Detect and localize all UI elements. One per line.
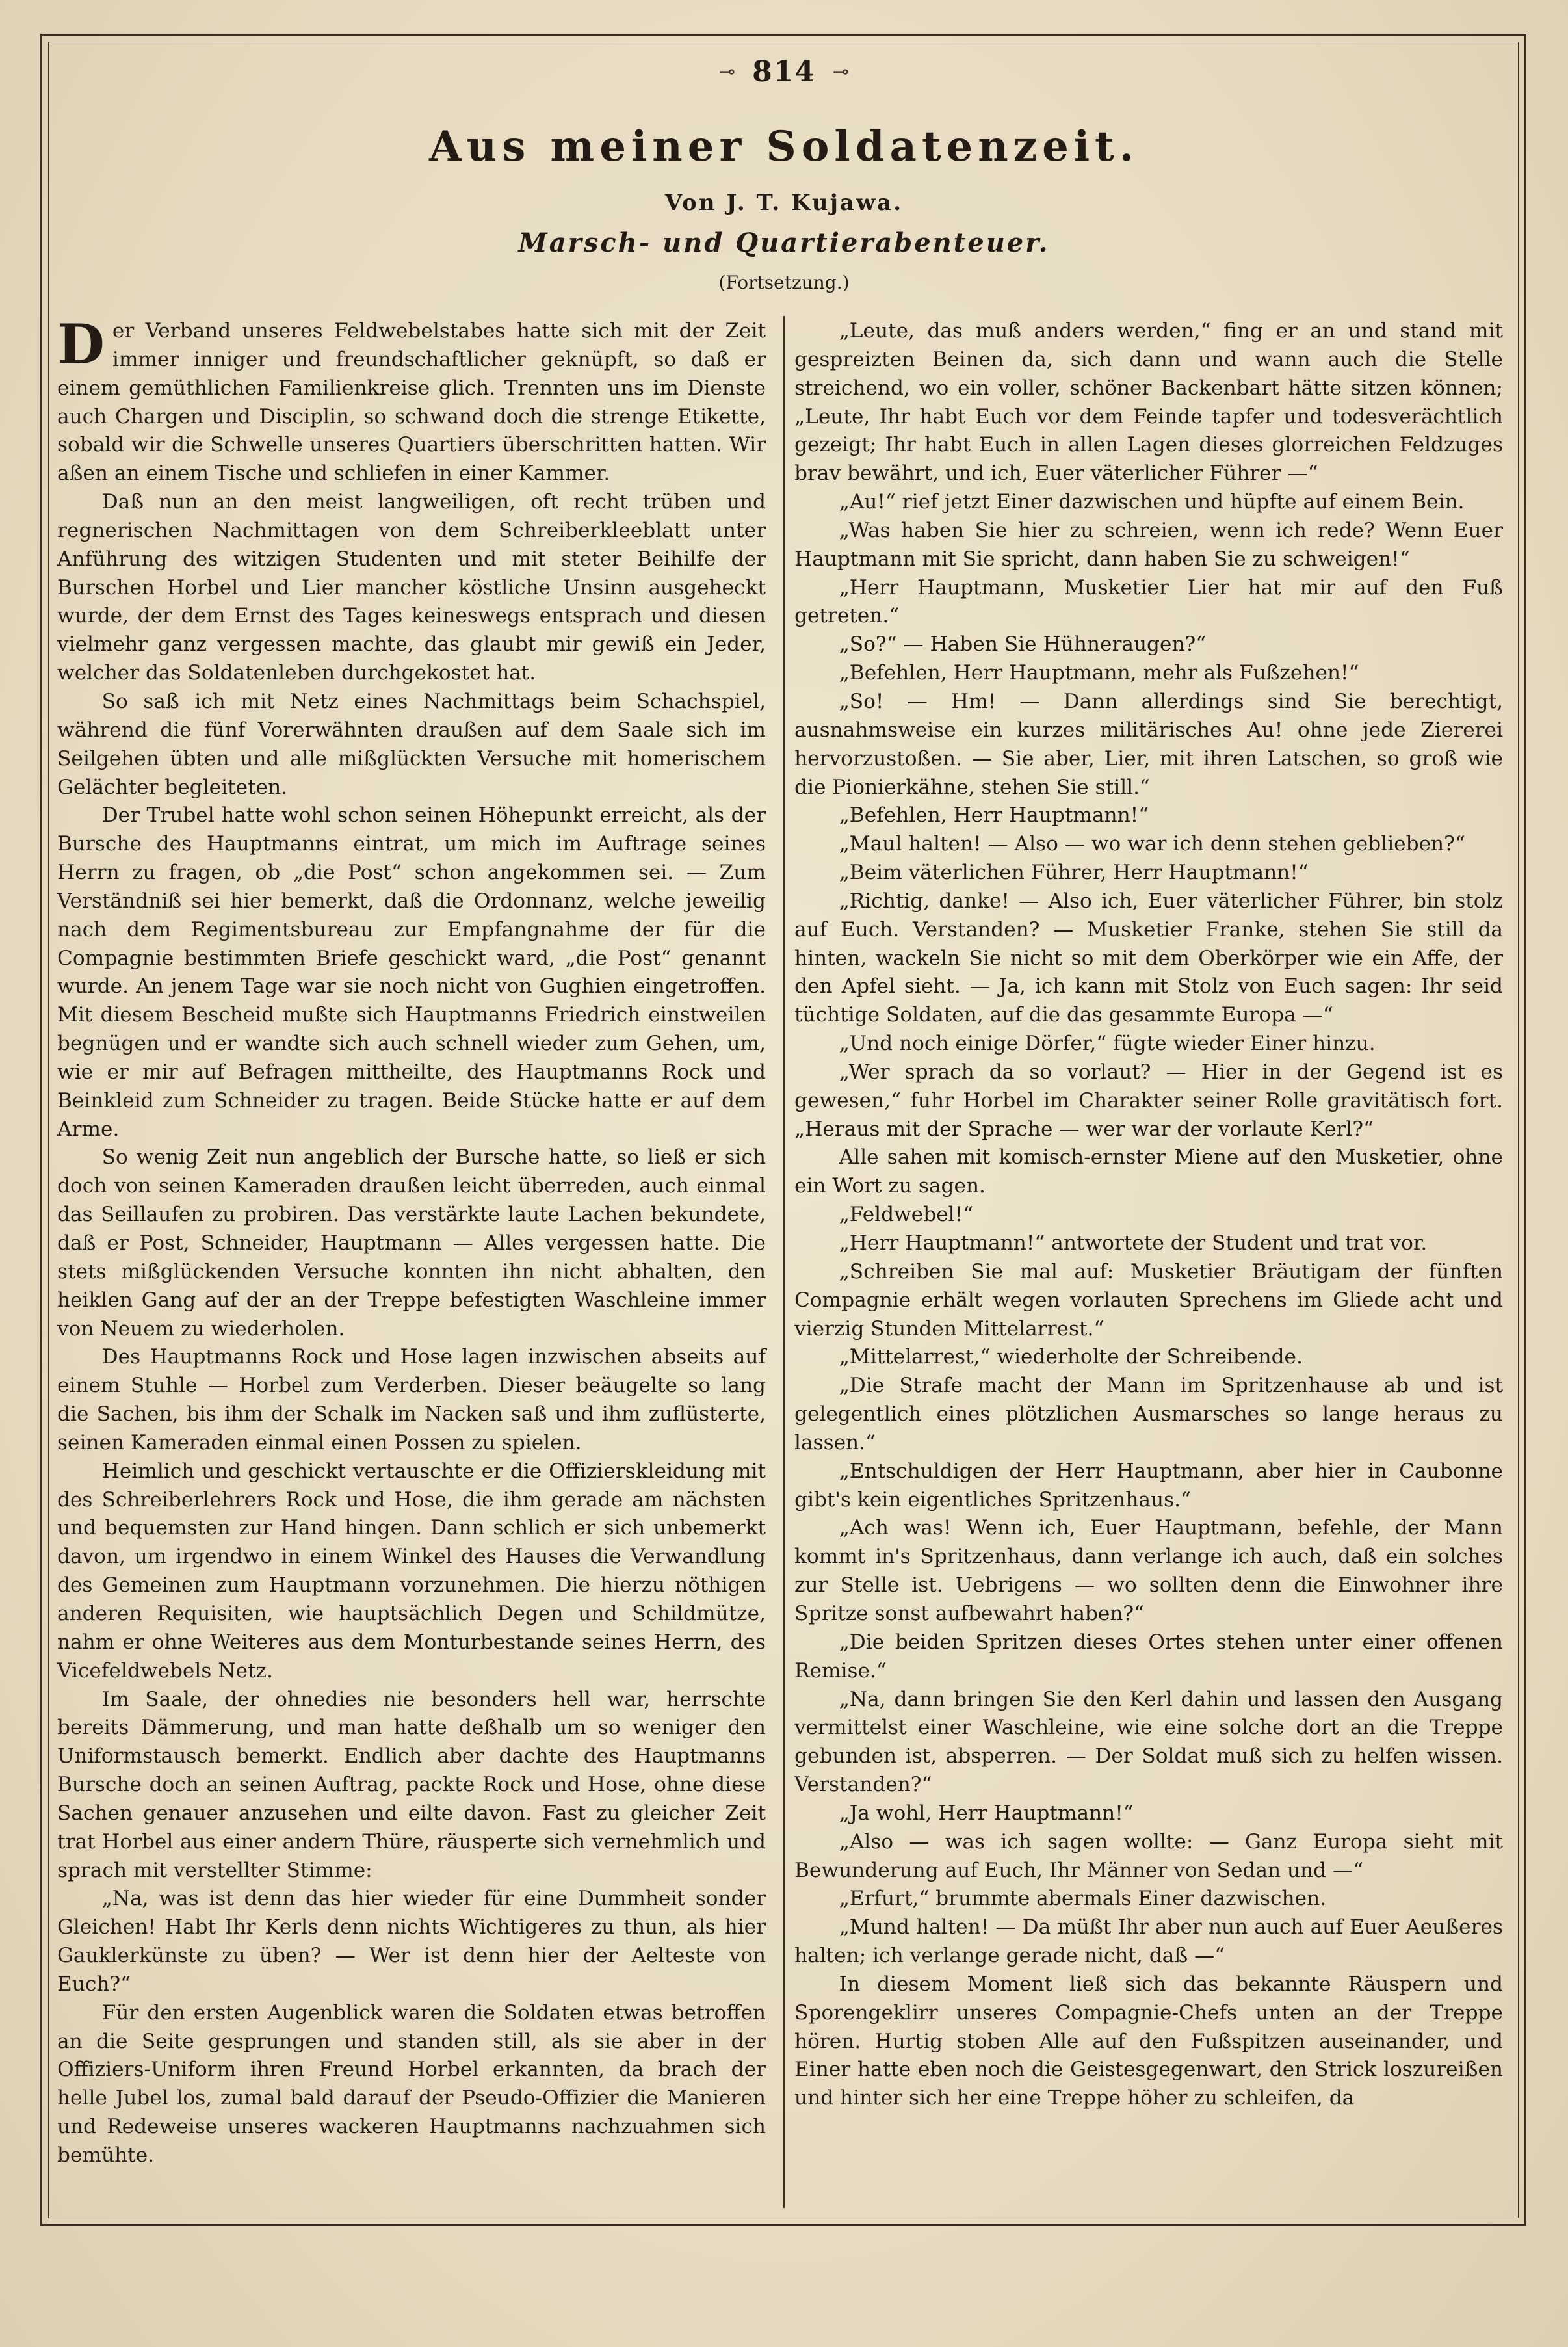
paragraph: Des Hauptmanns Rock und Hose lagen inzwischen abseits auf einem Stuhle — Horbel zum Verderben. Dieser beäugelte so lang die Sachen, bis ihm der Schalk im Nacken saß und ihm zuflüsterte, seinen Kameraden einmal einen Possen zu spielen. <box>57 1345 766 1454</box>
paragraph: „Beim väterlichen Führer, Herr Hauptmann!“ <box>839 861 1309 885</box>
article-subtitle: Marsch- und Quartierabenteuer. <box>518 228 1050 258</box>
paragraph: „Wer sprach da so vorlaut? — Hier in der Gegend ist es gewesen,“ fuhr Horbel im Charakter seiner Rolle gravitätisch fort. „Heraus mit der Sprache — wer war der vorlaute Kerl?“ <box>794 1060 1503 1141</box>
paragraph: „Was haben Sie hier zu schreien, wenn ich rede? Wenn Euer Hauptmann mit Sie spricht, dann haben Sie zu schweigen!“ <box>794 518 1503 571</box>
text-column-right <box>794 317 1503 2113</box>
paragraph: „Befehlen, Herr Hauptmann, mehr als Fußzehen!“ <box>839 661 1359 685</box>
paragraph-text: er Verband unseres Feldwebelstabes hatte sich mit der Zeit immer inniger und freundschaftlicher geknüpft, so daß er einem gemüthlichen Familienkreise glich. Trennten uns im Dienste auch Chargen und Disciplin, so schwand doch die strenge Etikette, sobald wir die Schwelle unseres Quartiers überschritten hatten. Wir aßen an einem Tische und schliefen in einer Kammer. <box>57 319 766 486</box>
paragraph: In diesem Moment ließ sich das bekannte Räuspern und Sporengeklirr unseres Compagnie-Chefs unten an der Treppe hören. Hurtig stoben Alle auf den Fußspitzen auseinander, und Einer hatte eben noch die Geistesgegenwart, den Strick loszureißen und hinter sich her eine Treppe höher zu schleifen, da <box>794 1972 1503 2110</box>
page-number: 814 <box>752 55 816 88</box>
article-byline: Von J. T. Kujawa. <box>664 190 904 216</box>
continuation-note: (Fortsetzung.) <box>718 272 850 293</box>
paragraph: „Entschuldigen der Herr Hauptmann, aber hier in Caubonne gibt's kein eigentliches Spritzenhaus.“ <box>794 1459 1503 1512</box>
paragraph <box>57 312 766 488</box>
paragraph: „Ja wohl, Herr Hauptmann!“ <box>839 1801 1134 1825</box>
paragraph: „Erfurt,“ brummte abermals Einer dazwischen. <box>839 1887 1327 1911</box>
paragraph: „Schreiben Sie mal auf: Musketier Bräutigam der fünften Compagnie erhält wegen vorlauten Sprechens im Gliede acht und vierzig Stunden Mittelarrest.“ <box>794 1259 1503 1341</box>
paragraph: „Au!“ rief jetzt Einer dazwischen und hüpfte auf einem Bein. <box>839 490 1465 514</box>
paragraph: „Na, dann bringen Sie den Kerl dahin und lassen den Ausgang vermittelst einer Waschleine, wie eine solche dort an die Treppe gebunden ist, absperren. — Der Soldat muß sich zu helfen wissen. Verstanden?“ <box>794 1687 1503 1797</box>
paragraph: „Herr Hauptmann, Musketier Lier hat mir auf den Fuß getreten.“ <box>794 575 1503 628</box>
paragraph: „Leute, das muß anders werden,“ fing er an und stand mit gespreizten Beinen da, sich dann und wann auch die Stelle streichend, wo ein voller, schöner Backenbart hätte sitzen können; „Leute, Ihr habt Euch vor dem Feinde tapfer und todesverächtlich gezeigt; Ihr habt Euch in allen Lagen dieses glorreichen Feldzuges brav bewährt, und ich, Euer väterlicher Führer —“ <box>794 319 1503 486</box>
paragraph: „Mittelarrest,“ wiederholte der Schreibende. <box>839 1345 1303 1369</box>
paragraph: „Maul halten! — Also — wo war ich denn stehen geblieben?“ <box>839 832 1465 856</box>
paragraph: „Die beiden Spritzen dieses Ortes stehen unter einer offenen Remise.“ <box>794 1630 1503 1683</box>
paragraph: So wenig Zeit nun angeblich der Bursche hatte, so ließ er sich doch von seinen Kameraden draußen leicht überreden, auch einmal das Seillaufen zu probiren. Das verstärkte laute Lachen bekundete, daß er Post, Schneider, Hauptmann — Alles vergessen hatte. Die stets mißglückenden Versuche konnten ihn nicht abhalten, den heiklen Gang auf der an der Treppe befestigten Waschleine immer von Neuem zu wiederholen. <box>57 1146 766 1341</box>
paragraph: Der Trubel hatte wohl schon seinen Höhepunkt erreicht, als der Bursche des Hauptmanns eintrat, um mich im Auftrage seines Herrn zu fragen, ob „die Post“ schon angekommen sei. — Zum Verständniß sei hier bemerkt, daß die Ordonnanz, welche jeweilig nach dem Regimentsbureau zur Empfangnahme der für die Compagnie bestimmten Briefe geschickt ward, „die Post“ genannt wurde. An jenem Tage war sie noch nicht von Gughien eingetroffen. Mit diesem Bescheid mußte sich Hauptmanns Friedrich einstweilen begnügen und er wandte sich auch schnell wieder zum Gehen, um, wie er mir auf Befragen mittheilte, des Hauptmanns Rock und Beinkleid zum Schneider zu tragen. Beide Stücke hatte er auf dem Arme. <box>57 804 766 1141</box>
paragraph: „So?“ — Haben Sie Hühneraugen?“ <box>839 633 1207 657</box>
column-divider <box>783 316 785 2208</box>
paragraph: „Die Strafe macht der Mann im Spritzenhause ab und ist gelegentlich eines plötzlichen Ausmarsches so lange heraus zu lassen.“ <box>794 1374 1503 1454</box>
paragraph: „Ach was! Wenn ich, Euer Hauptmann, befehle, der Mann kommt in's Spritzenhaus, dann verlange ich auch, daß ein solches zur Stelle ist. Uebrigens — wo sollten denn die Einwohner ihre Spritze sonst aufbewahrt haben?“ <box>794 1516 1503 1625</box>
paragraph: „Feldwebel!“ <box>839 1203 974 1227</box>
paragraph: Alle sahen mit komisch-ernster Miene auf den Musketier, ohne ein Wort zu sagen. <box>794 1146 1503 1198</box>
text-column-left <box>57 312 766 2170</box>
article-title: Aus meiner Soldatenzeit. <box>429 122 1139 171</box>
paragraph: „Und noch einige Dörfer,“ fügte wieder Einer hinzu. <box>839 1032 1376 1056</box>
paragraph: „Mund halten! — Da müßt Ihr aber nun auch auf Euer Aeußeres halten; ich verlange gerade nicht, daß —“ <box>794 1915 1503 1968</box>
paragraph: Im Saale, der ohnedies nie besonders hell war, herrschte bereits Dämmerung, und man hatte deßhalb um so weniger den Uniformstausch bemerkt. Endlich aber dachte des Hauptmanns Bursche doch an seinen Auftrag, packte Rock und Hose, ohne diese Sachen genauer anzusehen und eilte davon. Fast zu gleicher Zeit trat Horbel aus einer andern Thüre, räusperte sich vernehmlich und sprach mit verstellter Stimme: <box>57 1687 766 1882</box>
ornament-left-icon: ⊸ <box>718 60 736 83</box>
page-header <box>0 48 1568 95</box>
paragraph: „Richtig, danke! — Also ich, Euer väterlicher Führer, bin stolz auf Euch. Verstanden? — Musketier Franke, stehen Sie still da hinten, wackeln Sie nicht so mit dem Oberkörper wie ein Affe, der den Apfel sieht. — Ja, ich kann mit Stolz von Euch sagen: Ihr seid tüchtige Soldaten, auf die das gesammte Europa —“ <box>794 889 1503 1027</box>
paragraph: „Befehlen, Herr Hauptmann!“ <box>839 804 1149 828</box>
drop-cap: D <box>57 312 105 376</box>
paragraph: „So! — Hm! — Dann allerdings sind Sie berechtigt, ausnahmsweise ein kurzes militärisches Au! ohne jede Ziererei hervorzustoßen. — Sie aber, Lier, mit ihren Latschen, so groß wie die Pionierkähne, stehen Sie still.“ <box>794 689 1503 799</box>
ornament-right-icon: ⊸ <box>832 60 850 83</box>
paragraph: Für den ersten Augenblick waren die Soldaten etwas betroffen an die Seite gesprungen und standen still, als sie aber in der Offiziers-Uniform ihren Freund Horbel erkannten, da brach der helle Jubel los, zumal bald darauf der Pseudo-Offizier die Manieren und Redeweise unseres wackeren Hauptmanns nachzuahmen sich bemühte. <box>57 2000 766 2167</box>
paragraph: „Also — was ich sagen wollte: — Ganz Europa sieht mit Bewunderung auf Euch, Ihr Männer von Sedan und —“ <box>794 1829 1503 1882</box>
paragraph: „Herr Hauptmann!“ antwortete der Student und trat vor. <box>839 1231 1428 1255</box>
paragraph: Heimlich und geschickt vertauschte er die Offizierskleidung mit des Schreiberlehrers Rock und Hose, die ihm gerade am nächsten und bequemsten zur Hand hingen. Dann schlich er sich unbemerkt davon, um irgendwo in einem Winkel des Hauses die Verwandlung des Gemeinen zum Hauptmann vorzunehmen. Die hierzu nöthigen anderen Requisiten, wie hauptsächlich Degen und Schildmütze, nahm er ohne Weiteres aus dem Monturbestande seines Herrn, des Vicefeldwebels Netz. <box>57 1459 766 1683</box>
paragraph: Daß nun an den meist langweiligen, oft recht trüben und regnerischen Nachmittagen von dem Schreiberkleeblatt unter Anführung des witzigen Studenten und mit steter Beihilfe der Burschen Horbel und Lier mancher köstliche Unsinn ausgeheckt wurde, der dem Ernst des Tages keineswegs entsprach und diesen vielmehr ganz vergessen machte, das glaubt mir gewiß ein Jeder, welcher das Soldatenleben durchgekostet hat. <box>57 490 766 685</box>
paragraph: So saß ich mit Netz eines Nachmittags beim Schachspiel, während die fünf Vorerwähnten draußen auf dem Saale sich im Seilgehen übten und alle mißglückten Versuche mit homerischem Gelächter begleiteten. <box>57 689 766 799</box>
paragraph: „Na, was ist denn das hier wieder für eine Dummheit sonder Gleichen! Habt Ihr Kerls denn nichts Wichtigeres zu thun, als hier Gauklerkünste zu üben? — Wer ist denn hier der Aelteste von Euch?“ <box>57 1887 766 1996</box>
